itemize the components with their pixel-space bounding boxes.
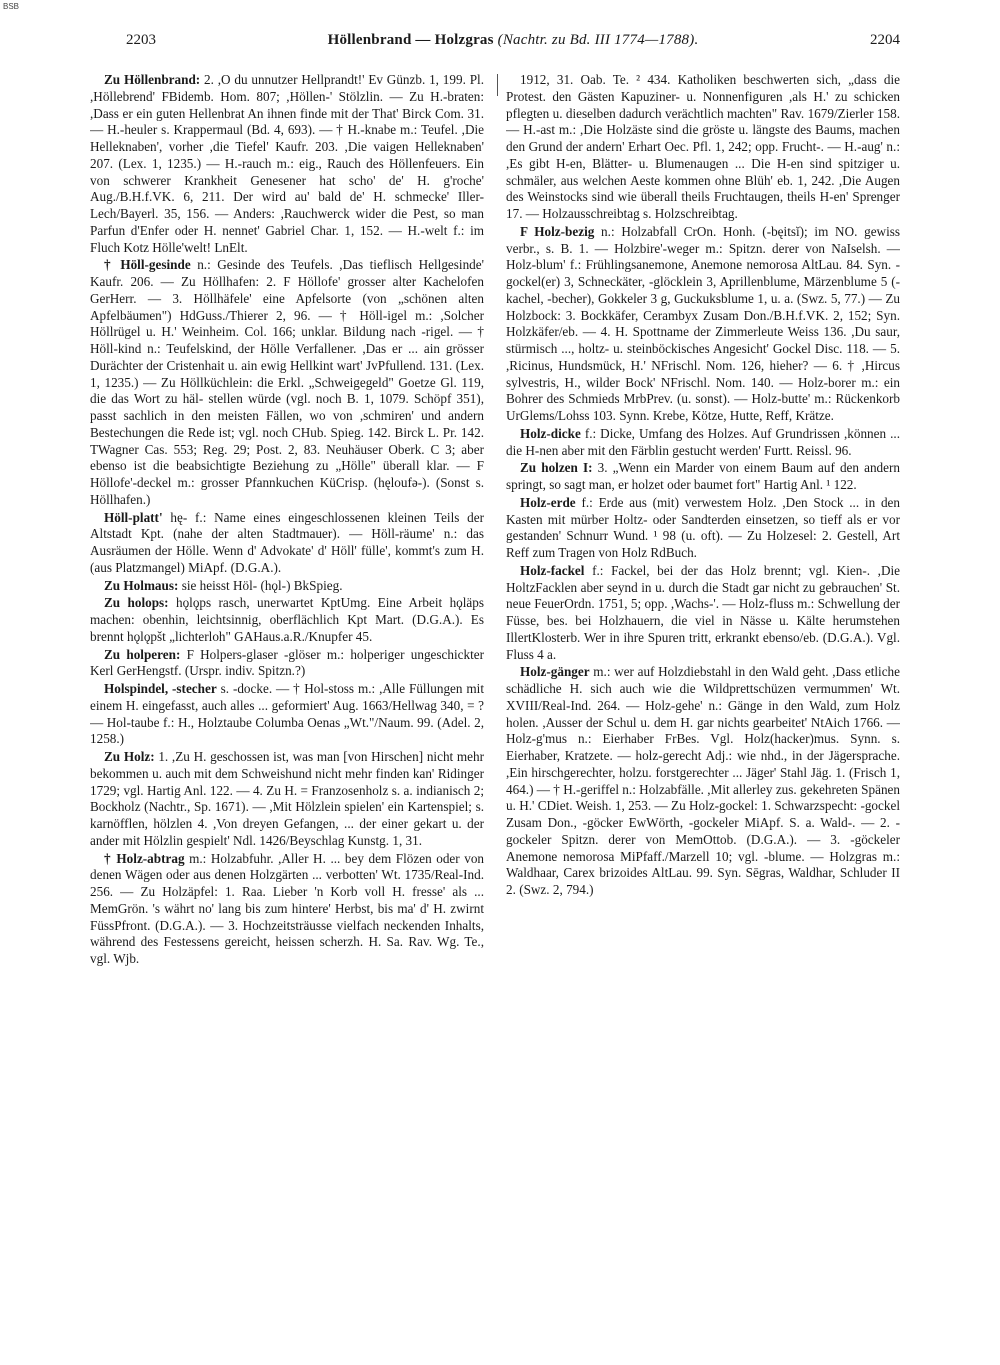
dictionary-entry (90, 72, 484, 256)
dictionary-entry (90, 595, 484, 645)
dictionary-entry (90, 749, 484, 850)
dictionary-entry (506, 426, 900, 460)
entry-text: 1. ,Zu H. geschossen ist, was man [von Hirschen] nicht mehr bekommen u. auch mit dem Schweishund nicht mehr finden kan' Ridinger 1729; vgl. Hartig Anl. 122. — 4. Zu H. = Franzosenholz s. a. indianisch 2; Bockholz (Nachtr., Sp. 1671). — ,Mit Hölzlein spielen' ein Kartenspiel; s. karnöfflen, hölzlen 4. ,Von dreyen Gefangen, ... der einer gekart u. der ander mit Hölzlin gespielt' Ndl. 1426/Beyschlag Kunstg. 1, 31. (90, 749, 484, 848)
dictionary-entry (506, 664, 900, 899)
dictionary-entry (90, 851, 484, 968)
entry-text: 1912, 31. Oab. Te. ² 434. Katholiken beschwerten sich, „dass die Protest. den Gästen Kapuziner- u. Nonnenfiguren ,als H.' zu schicken pflegten u. dieselben dadurch verächtlich machten" Rav. 1679/Zierler 158. — H.-ast m.: ,Die Holzäste sind die gröste u. längste des Baums, machen den Grund der andern' Erhart Oec. Pfl. 1, 242; opp. Frucht-. — H.-aug' n.: ,Es gibt H-en, Blätter- u. Blumenaugen ... Die H-en sind spitziger u. schmäler, aus welchen Aeste kommen ohne Blüh' eb. 1, 242. ,Die Augen des Weinstocks sind wie überall theils Fruchtaugen, theils H-en' Sprenger 17. — Holzausschreibtag s. Holzschreibtag. (506, 72, 900, 221)
entry-text: f.: Fackel, bei der das Holz brennt; vgl. Kien-. ,Die HoltzFacklen aber seynd in u. durch die Stadt gar nicht zu gebrauchen' St. neue FeuerOrdn. 1751, 5; opp. ,Wachs-'. — Holz-fluss m.: Schwellung der Füsse, bes. bei Holzhauern, die viel in Nässe u. Kälte herumstehen IllertKlosterb. Wer in ihre Spuren tritt, erkrankt ebenso/eb. (D.G.A.). Vgl. Fluss 4 a. (506, 562, 900, 662)
dictionary-entry (90, 257, 484, 508)
entry-text: n.: Gesinde des Teufels. ,Das tieflisch Hellgesinde' Kaufr. 206. — Zu Höllhafen: 2. F Höllofe' grosser alter Kachelofen GerHerr. — 3. Höllhäfele' eine Apfelsorte (von „schönen alten Apfelbäumen") HdGuss./Thierer 2, 96. — † Höll-igel m.: ,Solcher Höllrügel u. H.' Weinheim. Col. 166; unklar. Bildung nach -rigel. — † Höll-kind n.: Teufelskind, der Hölle Verfallener. ,Das er ... ain grösser Durächter der Cristenhait u. ain ewig Hellkint wart' JvPfullend. 131. (Lex. 1, 1235.) — Zu Höllküchlein: die Erkl. „Schweigegeld" Goetze Gl. 119, die das Wort zu häl- stellen würde (vgl. noch B. 1, 1079. Schöpf 351), passt sachlich in den meisten Fällen, wo von ,schmiren' und andern Bestechungen die Rede ist; vgl. noch CHub. Spieg. 142. Birck L. Pr. 142. TWagner Cas. 553; Reg. 29; Post. 2, 83. Neuhäuser Oberk. C 3; aber ebenso ist die beabsichtigte Beziehung zu „Hölle" überall klar. — F Höllofe'-deckel m.: grosser Pfannkuchen KüCrisp. (hęloufə-). (Sonst s. Höllhafen.) (90, 257, 484, 507)
entry-text: hǫlǫps rasch, unerwartet KptUmg. Eine Arbeit hǫläps machen: obenhin, leichtsinnig, oberflächlich Kpt Mart. (D.G.A.). Es brennt hǫlǫpšt „lichterloh" GAHaus.a.R./Knupfer 45. (90, 595, 484, 644)
entry-lemma: Holspindel, -stecher (104, 681, 217, 696)
dictionary-entry (90, 578, 484, 595)
entry-text: hę- f.: Name eines eingeschlossenen kleinen Teils der Altstadt Kpt. (nahe der alten Stadtmauer). — Höll-räume' n.: das Ausräumen der Hölle. Wenn d' Advokate' d' Höll' fülle', kommt's zum H. (aus Platzmangel) MiApf. (D.G.A.). (90, 509, 484, 575)
library-stamp: BSB (3, 2, 20, 11)
dictionary-entry (506, 224, 900, 425)
entry-lemma: Zu holzen I: (520, 460, 593, 476)
entry-text: n.: Holzabfall CrOn. Honh. (-bęitsĭ); im NO. gewiss verbr., s. B. 1. — Holzbire'-weger m.: Spitzn. derer von NaIselsh. — Holz-blum' f.: Frühlingsanemone, Anemone nemorosa AltLau. 84. Syn. -gockel(er) 3, Schneckäter, -glöcklein 3, Aprillenblume, Märzenblume 5 (-kachel, -becher), Gokkeler 3 g, Guckuksblume 1, u. a. (Swz. 5, 77.) — Zu Holzbock: 3. Bockkäfer, Cerambyx Zusam Don./B.H.f.VK. 2, 152; Syn. Holzkäfer/eb. — 4. H. Spottname der Zimmerleute Weiss 136. ,Du saur, stürmisch ..., holtz- u. steinböckisches Angesicht' Gockel Disc. 118. — 5. ,Ricinus, Hundsmück, H.' NFrischl. Nom. 126, hieher? — 6. † ,Hircus sylvestris, H., wilder Bock' NFrischl. Nom. 140. — Holz-borer m.: ein Bohrer des Schmieds MrbPrev. (u. sonst). — Holz-butte' m.: Rückenkorb UrGlems/Lohss 103. Synn. Krebe, Kötze, Hutte, Reff, Krätze. (506, 223, 900, 423)
left-column (90, 72, 484, 1362)
entry-text: m.: wer auf Holzdiebstahl in den Wald geht. ,Dass etliche schädliche H. sich auch wie die Wildprettschüzen vermummen' Wt. XVIII/Real-Ind. 264. — Holz-gehe' n.: Gänge in den Wald, zum Holz holen. ,Ausser der Schul u. dem H. gar nichts gearbeitet' NtAich 1766. — Holz-g'mus n.: Eierhaber FrBes. Vgl. Holz(hacker)mus. Synn. s. Eierhaber, Kratzete. — holz-gerecht Adj.: wie nhd., in der Jägersprache. ,Ein hirschgerechter, holzu. forstgerechter ... Jäger' Stahl Jäg. 1. (Frisch 1, 464.) — † H.-geriffel n.: Holzabfälle. ,Mit allerley zus. gekehreten Spänen u. H.' CDiet. Weish. 1, 253. — Zu Holz-gockel: 1. Schwarzspecht: -gockel Zusam Don., -göcker EwWörth, -gockeler MiApf. S. a. Wald-. — 2. -gockeler Spitzn. derer von MemOttob. (D.G.A.). — 3. -göckeler Anemone nemorosa MiPfaff./Marzell 10; vgl. -blume. — Holzgras m.: Waldhaar, Carex brizoides AltLau. 99. Syn. Sēgras, Waldhar, Schluder II 2. (Swz. 2, 794.) (506, 664, 900, 897)
page-number-right: 2204 (870, 32, 900, 48)
entry-lemma: F Holz-bezig (520, 223, 595, 239)
dictionary-entry (506, 495, 900, 562)
entry-text: m.: Holzabfuhr. ,Aller H. ... bey dem Flözen oder von denen Wägen oder aus denen Holzgärten ... verbotten' Wt. 1735/Real-Ind. 256. — Zu Holzäpfel: 1. Raa. Lieber 'n Korb voll H. fresse' als ... MemGrön. 's währt no' lang bis zum hintere' Herbst, bis ma' d' H. zwirnt FüssPfront. (D.G.A.). — 3. Hochzeitsträusse vielfach neckenden Inhalts, während des Festessens gereicht, heissen scherzh. H. Sa. Rav. Wg. Te., vgl. Wjb. (90, 850, 484, 966)
dictionary-entry (506, 72, 900, 223)
dictionary-entry (90, 647, 484, 681)
entry-lemma: Höll-platt' (104, 509, 163, 525)
entry-text: 2. ,O du unnutzer Hellprandt!' Ev Günzb. 1, 199. Pl. ,Höllebrend' FBidemb. Hom. 807; ,Höllen-' Stölzlin. — Zu H.-braten: ,Dass er ein guten Hellenbrat An ihnen finde mit der That' Birck Com. 31. — H.-heuler s. Krappermaul (Bd. 4, 693). — † H.-knabe m.: Teufel. ,Die Helleknaben', vorher ,die Tiefel' Kaufr. 203. ,Die vaigen Helleknaben' 207. (Lex. 1, 1235.) — H.-rauch m.: eig., Rauch des Höllenfeuers. Ein von schwerer Krankheit Genesener hat scho' de' H. g'roche' Aug./B.H.f.VK. 6, 211. Der wird au' bald de' H. schmecke' Iller-Lech/Bayerl. 35, 156. — Anders: ,Rauchwerck wider die Pest, so man Parfun d'Enfer oder H. nennet' Gabriel Char. 1, 152. — H.-welt f.: im Fluch Kotz Hölle'welt! LnElt. (90, 72, 484, 255)
entry-lemma: † Holz-abtrag (104, 850, 185, 866)
entry-lemma: Holz-erde (520, 494, 576, 510)
entry-lemma: † Höll-gesinde (104, 257, 191, 273)
running-title (126, 32, 900, 49)
entry-text: sie heisst Höl- (hǫl-) BkSpieg. (178, 577, 343, 593)
page-header (126, 32, 900, 52)
column-divider (497, 74, 498, 96)
running-title-headwords: Höllenbrand — Holzgras (327, 32, 494, 48)
entry-text: s. -docke. — † Hol-stoss m.: ,Alle Füllungen mit einem H. eingefasst, auch alles ... geformiert' Aug. 1663/Hellwag 340, = ? — Hol-taube f.: H., Holztaube Columba Oenas „Wt."/Naum. 99. (Adel. 2, 1258.) (90, 681, 484, 747)
dictionary-entry (90, 681, 484, 748)
entry-text: f.: Dicke, Umfang des Holzes. Auf Grundrissen ,können ... die H-nen aber mit den Färblin gestucht werden' Furtt. Reissl. 96. (506, 425, 900, 458)
running-title-note: (Nachtr. zu Bd. III 1774—1788). (493, 32, 699, 48)
entry-text: F Holpers-glaser -glöser m.: holperiger ungeschickter Kerl GerHengstf. (Urspr. indiv. Spitzn.?) (90, 646, 484, 679)
dictionary-entry (506, 460, 900, 494)
entry-lemma: Zu holops: (104, 595, 169, 611)
entry-lemma: Zu Höllenbrand: (104, 72, 201, 87)
entry-lemma: Zu holperen: (104, 646, 181, 662)
entry-lemma: Zu Holz: (104, 749, 155, 764)
entry-text: f.: Erde aus (mit) verwestem Holz. ,Den Stock ... in den Kasten mit mürber Holtz- oder Sandterden einsetzen, so tieff als er vor gestanden' Schnurr Wund. ¹ 98 (u. oft). — Zu Holzesel: 2. Gestell, Art Reff zum Tragen von Holz RdBuch. (506, 494, 900, 560)
dictionary-entry (90, 510, 484, 577)
entry-lemma: Holz-dicke (520, 425, 581, 441)
entry-lemma: Holz-fackel (520, 562, 585, 578)
right-column (506, 72, 900, 1362)
entry-text: 3. „Wenn ein Marder von einem Baum auf den andern springt, so sagt man, er holzet oder baumet fort" Hartig Anl. ¹ 122. (506, 460, 900, 492)
entry-lemma: Holz-gänger (520, 664, 590, 680)
dictionary-entry (506, 563, 900, 664)
page-number-left: 2203 (126, 32, 156, 48)
dictionary-columns (90, 72, 900, 1362)
entry-lemma: Zu Holmaus: (104, 577, 179, 593)
